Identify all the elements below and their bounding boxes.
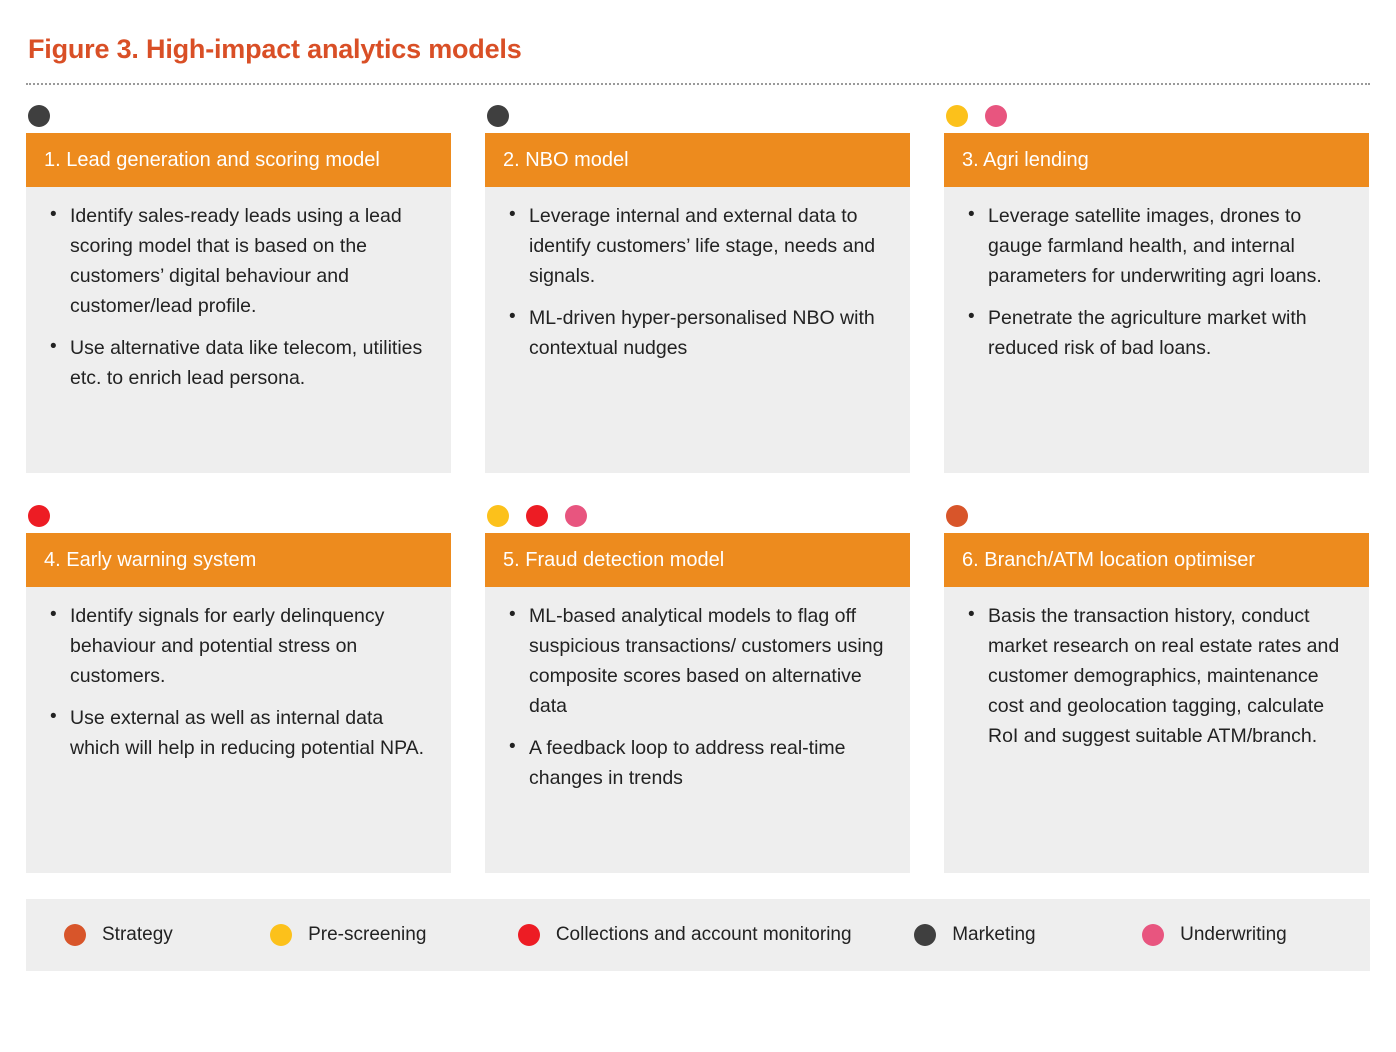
tag-dot-underwriting (565, 505, 587, 527)
legend (26, 899, 1370, 971)
legend-label: Underwriting (1180, 924, 1287, 945)
legend-label: Pre-screening (308, 924, 427, 945)
list-item: • ML-driven hyper-personalised NBO with contextual nudges (501, 303, 894, 363)
card-cell-4 (26, 495, 451, 873)
tag-dot-pre-screening (487, 505, 509, 527)
legend-dot-strategy (64, 924, 86, 946)
list-item: • A feedback loop to address real-time changes in trends (501, 733, 894, 793)
card-cell-2 (485, 95, 910, 473)
card-title-1: 1. Lead generation and scoring model (26, 133, 451, 187)
card-title-6: 6. Branch/ATM location optimiser (944, 533, 1369, 587)
tag-dot-marketing (487, 105, 509, 127)
tag-dot-collections (526, 505, 548, 527)
tag-dots-4 (26, 499, 451, 533)
tag-dots-3 (944, 99, 1369, 133)
legend-item-underwriting (1142, 924, 1370, 946)
card-cell-3 (944, 95, 1369, 473)
title-divider (26, 83, 1370, 85)
list-item: • Leverage internal and external data to identify customers’ life stage, needs and signals. (501, 201, 894, 291)
bullet-list-1 (42, 201, 435, 393)
card-body-6 (944, 587, 1369, 773)
model-card-2 (485, 133, 910, 473)
list-item: • Leverage satellite images, drones to gauge farmland health, and internal parameters for underwriting agri loans. (960, 201, 1353, 291)
card-body-2 (485, 187, 910, 385)
legend-item-strategy (64, 924, 270, 946)
tag-dot-strategy (946, 505, 968, 527)
card-title-5: 5. Fraud detection model (485, 533, 910, 587)
list-item: • Identify sales-ready leads using a lead scoring model that is based on the customers’ digital behaviour and customer/lead profile. (42, 201, 435, 321)
tag-dots-6 (944, 499, 1369, 533)
card-body-3 (944, 187, 1369, 385)
bullet-list-4 (42, 601, 435, 763)
bullet-list-5 (501, 601, 894, 793)
legend-label: Marketing (952, 924, 1036, 945)
legend-item-marketing (914, 924, 1142, 946)
card-title-4: 4. Early warning system (26, 533, 451, 587)
bullet-list-2 (501, 201, 894, 363)
legend-dot-marketing (914, 924, 936, 946)
list-item: • Use alternative data like telecom, utilities etc. to enrich lead persona. (42, 333, 435, 393)
model-card-1 (26, 133, 451, 473)
tag-dots-5 (485, 499, 910, 533)
model-card-5 (485, 533, 910, 873)
card-body-1 (26, 187, 451, 415)
tag-dot-pre-screening (946, 105, 968, 127)
card-cell-5 (485, 495, 910, 873)
legend-label: Strategy (102, 924, 173, 945)
legend-item-collections (518, 924, 914, 946)
card-cell-1 (26, 95, 451, 473)
model-card-3 (944, 133, 1369, 473)
legend-dot-underwriting (1142, 924, 1164, 946)
legend-dot-collections (518, 924, 540, 946)
list-item: • ML-based analytical models to flag off suspicious transactions/ customers using composite scores based on alternative data (501, 601, 894, 721)
bullet-list-3 (960, 201, 1353, 363)
tag-dots-2 (485, 99, 910, 133)
legend-item-pre-screening (270, 924, 518, 946)
list-item: • Basis the transaction history, conduct market research on real estate rates and customer demographics, maintenance cost and geolocation tagging, calculate RoI and suggest suitable ATM/branch. (960, 601, 1353, 751)
card-grid-row-1 (26, 95, 1370, 473)
model-card-6 (944, 533, 1369, 873)
tag-dot-collections (28, 505, 50, 527)
bullet-list-6 (960, 601, 1353, 751)
tag-dot-underwriting (985, 105, 1007, 127)
list-item: • Identify signals for early delinquency behaviour and potential stress on customers. (42, 601, 435, 691)
model-card-4 (26, 533, 451, 873)
card-body-5 (485, 587, 910, 815)
legend-dot-pre-screening (270, 924, 292, 946)
card-title-2: 2. NBO model (485, 133, 910, 187)
card-cell-6 (944, 495, 1369, 873)
tag-dots-1 (26, 99, 451, 133)
list-item: • Use external as well as internal data which will help in reducing potential NPA. (42, 703, 435, 763)
card-title-3: 3. Agri lending (944, 133, 1369, 187)
card-body-4 (26, 587, 451, 785)
page-title: Figure 3. High-impact analytics models (28, 34, 522, 64)
card-grid-row-2 (26, 495, 1370, 873)
list-item: • Penetrate the agriculture market with reduced risk of bad loans. (960, 303, 1353, 363)
legend-label: Collections and account monitoring (555, 924, 852, 945)
tag-dot-marketing (28, 105, 50, 127)
